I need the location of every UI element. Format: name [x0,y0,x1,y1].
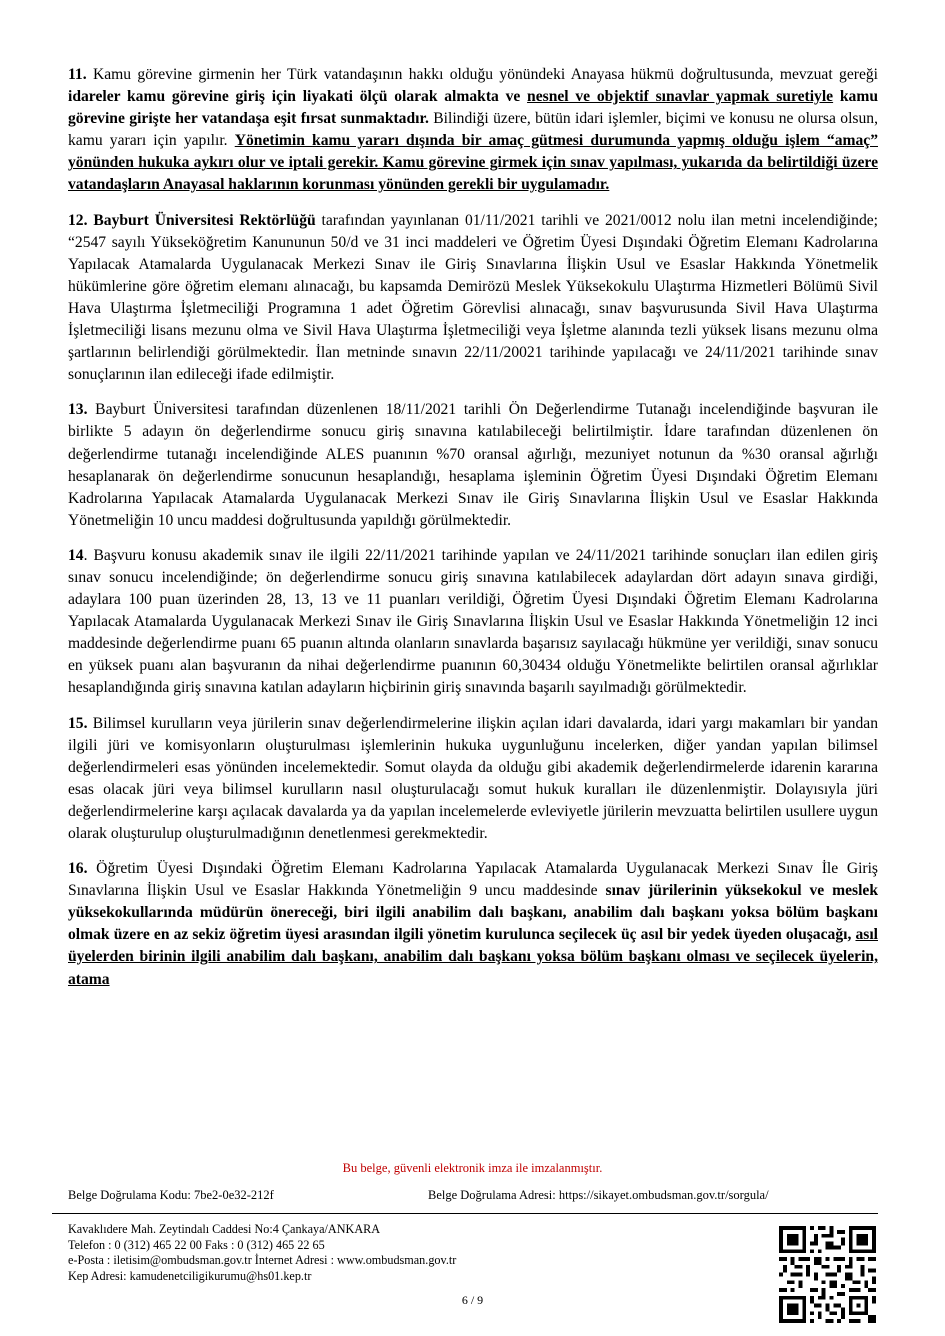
paragraph-13 [68,399,878,532]
footer-kep: Kep Adresi: kamudenetciligikurumu@hs01.kep.tr [68,1268,312,1283]
page-number: 6 / 9 [461,1293,484,1307]
paragraph-text: Öğretim Üyesi Dışındaki Öğretim Elemanı Kadrolarına Yapılacak Atamalarda Uygulanacak Merkezi Sınav İle Giriş Sınavlarına İlişkin Usul ve Esaslar Hakkında Yönetmeliğin 9 uncu maddesinde [68,860,878,900]
e-signature-note: Bu belge, güvenli elektronik imza ile imzalanmıştır. [342,1161,603,1175]
paragraph-number: 16. [68,860,88,878]
footer-divider [52,1213,878,1214]
paragraph-text: tarafından yayınlanan 01/11/2021 tarihli ve 2021/0012 nolu ilan metni incelendiğinde; “2547 sayılı Yükseköğretim Kanununun 50/d ve 31 inci maddeleri ve Öğretim Üyesi Dışındaki Öğretim Elemanı Kadrolarına Yapılacak Atamalarda Uygulanacak Merkezi Sınav ile Giriş Sınavlarına İlişkin Usul ve Esaslar Hakkında Yönetmelik hükümlerine göre öğretim elemanı alınacağı, bu kapsamda Demirözü Meslek Yüksekokulu Ulaştırma Hizmetleri Bölümü Sivil Hava Ulaştırma İşletmeciliği Programına 1 adet Öğretim Görevlisi alınacağı, sınav başvurusunda Sivil Hava Ulaştırma İşletmeciliği lisans mezunu olma ve Sivil Hava Ulaştırma İşletmeciliği veya İşletme alanında tezli yüksek lisans mezunu olma şartlarının belirlendiği görülmektedir. İlan metninde sınavın 22/11/20021 tarihinde yapılacağı ve 24/11/2021 tarihinde sınav sonuçlarının ilan edileceği ifade edilmiştir. [68,211,878,384]
bold-underlined-text: Yönetimin kamu yararı dışında bir amaç gütmesi durumunda yapmış olduğu işlem “amaç” yönünden hukuka aykırı olur ve iptali gerekir. Kamu görevine girmek için sınav yapılması, yukarıda da belirtildiği üzere vatandaşların Anayasal haklarının korunması yönünden gerekli bir uygulamadır. [68,132,878,194]
footer-address: Kavaklıdere Mah. Zeytindalı Caddesi No:4 Çankaya/ANKARA [68,1222,381,1236]
paragraph-text: Bayburt Üniversitesi tarafından düzenlenen 18/11/2021 tarihli Ön Değerlendirme Tutanağı incelendiğinde başvuran ile birlikte 5 adayın ön değerlendirme sonucu giriş sınavına katılabileceği belirtilmiştir. İdare tarafından düzenlenen ön değerlendirme tutanağı incelendiğinde ALES puanının %70 oransal ağırlığı, mezuniyet notunun da %30 oransal ağırlığı hesaplanarak ön değerlendirme sonucunun hesaplandığı, hesaplama işleminin Öğretim Üyesi Dışındaki Öğretim Elemanı Kadrolarına Yapılacak Atamalarda Uygulanacak Merkezi Sınav ile Giriş Sınavlarına İlişkin Usul ve Esaslar Hakkında Yönetmeliğin 10 uncu maddesi doğrultusunda yapıldığı görülmektedir. [68,401,878,529]
bold-underlined-text: asıl üyelerden birinin ilgili anabilim dalı başkanı, anabilim dalı başkanı yoksa bölüm başkanı olması ve seçilecek üyelerin, atama [68,926,878,988]
paragraph-number: 12. [68,211,88,229]
paragraph-text: Kamu görevine girmenin her Türk vatandaşının hakkı olduğu yönündeki Anayasa hükmü doğrultusunda, mevzuat gereği [86,66,878,83]
paragraph-text: Bilindiği üzere, bütün idari işlemler, biçimi ve konusu ne olursa olsun, kamu yararı için yapılır. [68,110,878,150]
paragraph-number: 14 [68,546,84,564]
paragraph-number: 15. [68,714,88,732]
qr-code-icon [779,1226,876,1323]
bold-text: sınav jürilerinin yüksekokul ve meslek yüksekokullarında müdürün önereceği, biri ilgili anabilim dalı başkanı, anabilim dalı başkanı yoksa bölüm başkanı olmak üzere en az sekiz öğretim üyesi arasından ilgili yönetim kurulunca seçilecek üç asıl bir yedek üyeden oluşacağı, [68,882,879,944]
bold-text: idareler kamu görevine giriş için liyakati ölçü olarak almakta ve [68,88,528,106]
bold-text: kamu görevine girişte her vatandaşa eşit fırsat sunmaktadır. [68,88,878,128]
paragraph-number: 11. [68,66,87,83]
bold-text: Bayburt Üniversitesi Rektörlüğü [87,211,316,229]
footer-contact [68,1222,456,1284]
paragraph-text: Bilimsel kurulların veya jürilerin sınav değerlendirmelerine ilişkin açılan idari davalarda, idari yargı makamları bir yandan ilgili jüri ve komisyonların oluşturulması işlemlerinin hukuka uygunluğunu incelerken, diğer yandan yapılan bilimsel değerlendirmeleri esas yönünden incelemektedir. Somut olayda da olduğu gibi akademik değerlendirmelerde idarenin kararına esas olacak jüri veya bilimsel kurulların nasıl oluşturulacağı somut hukuk kuralları ile düzenlenmiştir. Dolayısıyla jüri değerlendirmelerine karşı açılacak davalarda ya da yapılan incelemelerde evleviyetle jürilerin mevzuatta belirtilen usullere uygun olarak oluşturulup oluşturulmadığının denetlenmesi gerekmektedir. [68,714,878,842]
verification-code: Belge Doğrulama Kodu: 7be2-0e32-212f [68,1188,274,1202]
paragraph-text: . Başvuru konusu akademik sınav ile ilgili 22/11/2021 tarihinde yapılan ve 24/11/2021 tarihinde sonuçları ilan edilen giriş sınav sonucu incelendiğinde; ön değerlendirme sonucu giriş sınavına katılabilecek adaylardan dört adayın sınava girdiği, adaylara 100 puan üzerinden 28, 13, 13 ve 11 puanları verildiği, Öğretim Üyesi Dışındaki Öğretim Elemanı Kadrolarına Yapılacak Atamalarda Uygulanacak Merkezi Sınav ile Giriş Sınavlarına İlişkin Usul ve Esaslar Hakkında Yönetmeliğin 12 inci maddesinde değerlendirme puanı 65 puanın altında olanların sınavlarda başarısız sayılacağı hükmüne yer verildiği, sınav sonucu en yüksek puanı alan başvuranın da nihai değerlendirme puanının 60,30434 olduğu Yönetmelikte belirtilen oransal ağırlıklar hesaplandığında giriş sınavına katılan adayların hiçbirinin giriş sınavında başarılı sayılmadığı görülmektedir. [68,546,878,697]
verification-address: Belge Doğrulama Adresi: https://sikayet.ombudsman.gov.tr/sorgula/ [428,1188,769,1202]
bold-underlined-text: nesnel ve objektif sınavlar yapmak suretiyle [527,88,834,106]
paragraph-15 [68,713,878,846]
footer-phone: Telefon : 0 (312) 465 22 00 Faks : 0 (312) 465 22 65 [68,1237,325,1252]
paragraph-14 [68,545,878,700]
footer-email: e-Posta : iletisim@ombudsman.gov.tr İnternet Adresi : www.ombudsman.gov.tr [68,1253,457,1267]
paragraph-16 [68,858,878,991]
paragraph-12 [68,210,878,387]
paragraph-number: 13. [68,401,88,419]
paragraph-11 [68,64,878,197]
document-body [68,64,878,1004]
